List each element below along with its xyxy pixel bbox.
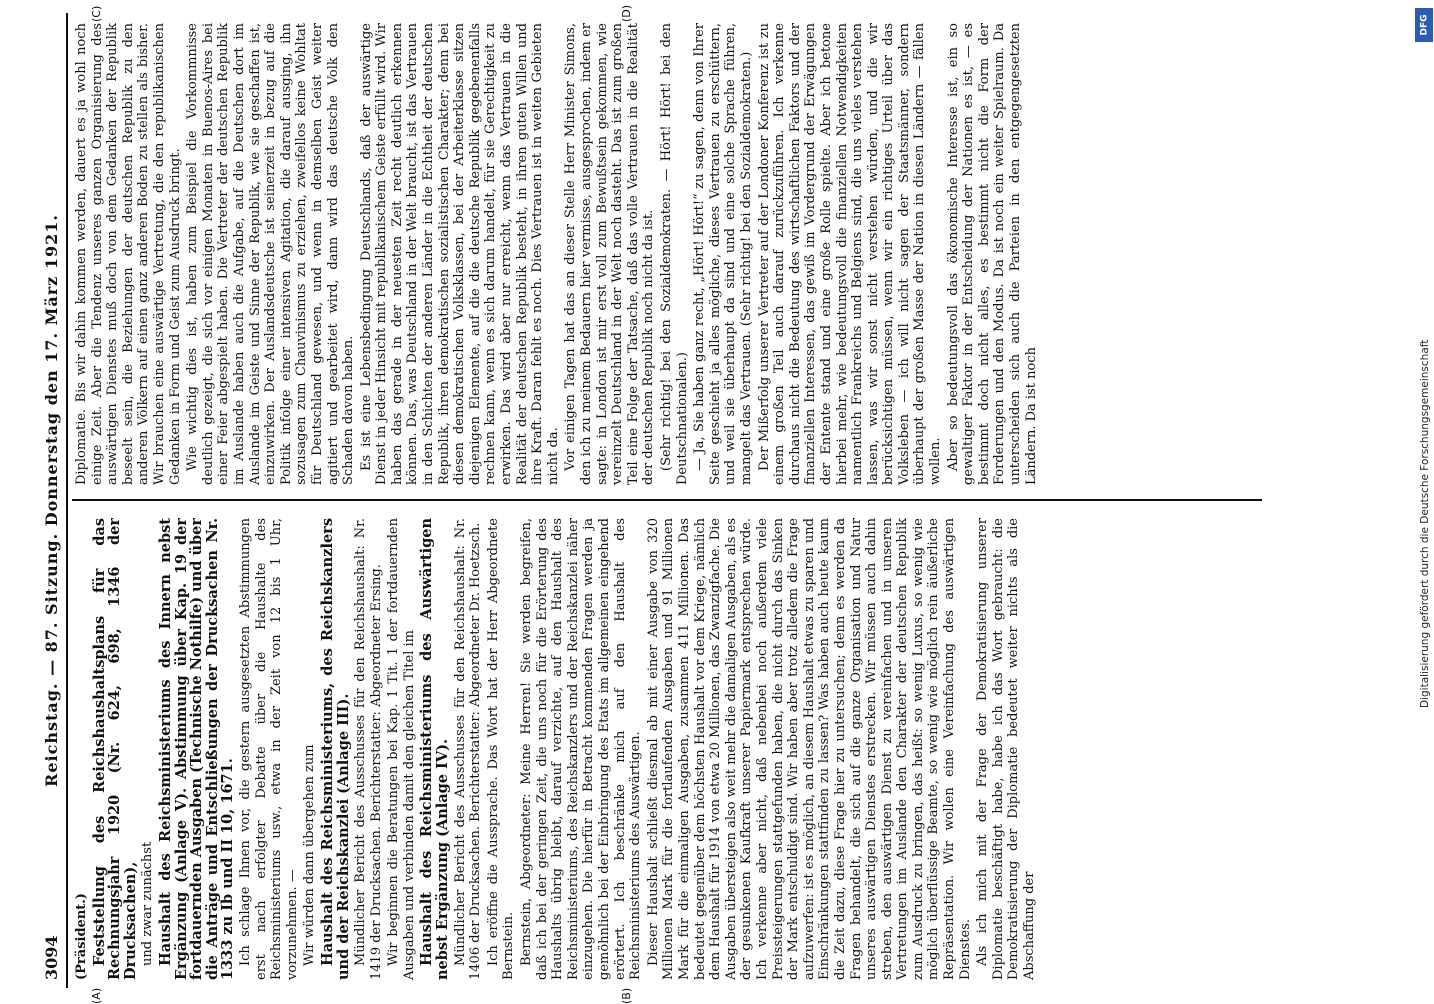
paragraph: — Ja, Sie haben ganz recht, „Hört! Hört!“ zu sagen, denn von Ihrer Seite geschieht ja alles mögliche, dieses Vertrauen zu erschüttern, und weil sie überhaupt da sind und eine solche Sprache führen, mangelt das Vertrauen. (Sehr richtig! bei den Sozialdemokraten.) <box>692 23 754 485</box>
paragraph: Als ich mich mit der Frage der Demokratisierung unserer Diplomatie beschäftigt habe, habe ich das Wort gebraucht: die Demokratisierung der Diplomatie bedeutet weiter nichts als die Abschaffung der <box>975 518 1038 980</box>
paragraph: Bernstein, Abgeordneter: Meine Herren! Sie werden begreifen, daß ich bei der geringen Zeit, die uns noch für die Erörterung des Haushalts übrig bleibt, darauf verzichte, auf den Haushalt des Reichsministeriums, des Reichskanzlers und der Reichskanzlei näher einzugehen. Die hierfür in Betracht kommenden Fragen werden ja gemöhnlich bei der Einbringung des Etats im allgemeinen eingehend erörtert. Ich beschränke mich auf den Haushalt des Reichsministeriums des Auswärtigen. <box>519 518 644 980</box>
paragraph: Wir beginnen die Beratungen bei Kap. 1 Tit. 1 der fortdauernden Ausgaben und verbinden damit den gleichen Titel im <box>386 518 417 980</box>
paragraph: Dieser Haushalt schließt diesmal ab mit einer Ausgabe von 320 Millionen Mark für die fortlaufenden Ausgaben und 91 Millionen Mark für die einmaligen Ausgaben, zusammen 411 Millionen. Das bedeutet gegenüber dem höchsten Haushalt vor dem Kriege, nämlich dem Haushalt für 1914 von etwa 20 Millionen, das Zwanzigfache. Die Ausgaben übersteigen also weit mehr die damaligen Ausgaben, als es der gesunkenen Kaufkraft unserer Papiermark entsprechen würde. Ich verkenne aber nicht, daß nebenbei noch außerdem viele Preissteigerungen stattgefunden haben, die nicht durch das Sinken der Mark entschuldigt sind. Wir haben aber trotz alledem die Frage aufzuwerfen: ist es möglich, an diesem Haushalt etwas zu sparen und Einschränkungen stattfinden zu lassen? Was haben auch heute kaum die Zeit dazu, diese Frage hier zu untersuchen; denn es werden da Fragen behandelt, die sich auf die ganze Organisation und Natur unseres auswärtigen Dienstes erstrecken. Wir müssen auch dahin streben, den auswärtigen Dienst zu vereinfachen und in unseren Vertretungen im Auslande den Charakter der deutschen Republik zum Ausdruck zu bringen, das heißt: so wenig Luxus, so wenig wie möglich überflüssige Beamte, so wenig wie möglich rein äußerliche Repräsentation. Wir wollen eine Vereinfachung des auswärtigen Dienstes. <box>645 518 973 980</box>
margin-marker-d: (D) <box>620 4 633 22</box>
paragraph: Mündlicher Bericht des Ausschusses für den Reichshaushalt: Nr. 1419 der Drucksachen. Berichterstatter: Abgeordneter Ersing. <box>353 518 384 980</box>
paragraph: Haushalt des Reichsministeriums des Innern nebst Ergänzung (Anlage V). Abstimmung über Kap. 19 der fortdauernden Ausgaben (Technische Nothilfe) und über die Anträge und Entschließungen der Drucksachen Nr. 1333 zu Ib und II 10, 1671. <box>156 518 237 980</box>
paragraph: Feststellung des Reichshaushaltsplans für das Rechnungsjahr 1920 (Nr. 624, 698, 1346 der Drucksachen), <box>90 518 139 980</box>
dfg-logo-text: DFG <box>1419 14 1430 36</box>
paragraph: und zwar zunächst <box>140 841 156 966</box>
page-title: Reichstag. — 87. Sitzung. Donnerstag den 17. März 1921. <box>42 214 61 787</box>
page-number: 3094 <box>42 935 61 980</box>
credit-text: Digitalisierung gefördert durch die Deutsche Forschungsgemeinschaft <box>1419 339 1431 708</box>
paragraph: (Präsident.) <box>74 893 89 980</box>
page-header <box>40 13 68 988</box>
paragraph: Diplomatie. Bis wir dahin kommen werden, dauert es ja wohl noch einige Zeit. Aber die Tendenz unseres ganzen Organisierung des auswärtigen Dienstes muß doch von dem Gedanken der Republik beseelt sein, die Beziehungen der deutschen Republik zu den anderen Völkern auf einen ganz anderen Boden zu stellen als bisher. Wir brauchen eine auswärtige Vertretung, die den republikanischen Gedanken in Form und Geist zum Ausdruck bringt. <box>74 23 183 485</box>
paragraph: Wir würden dann übergehen zum <box>302 744 318 966</box>
column-divider <box>72 499 1262 501</box>
margin-marker-b: (B) <box>620 987 633 1004</box>
margin-marker-a: (A) <box>90 987 103 1004</box>
paragraph: Mündlicher Bericht des Ausschusses für den Reichshaushalt: Nr. 1406 der Drucksachen. Berichterstatter: Abgeordneter Dr. Hoetzsch. <box>452 518 484 980</box>
document-page <box>20 4 1420 1004</box>
left-column <box>74 518 1254 980</box>
digitization-credit <box>1419 8 1429 993</box>
paragraph: Ich eröffne die Aussprache. Das Wort hat der Herr Abgeordnete Bernstein. <box>485 518 517 980</box>
paragraph: Es ist eine Lebensbedingung Deutschlands, daß der auswärtige Dienst in jeder Hinsicht mit republikanischem Geiste erfüllt wird. Wir haben das gerade in der neuesten Zeit recht deutlich erkennen können. Das, was Deutschland in der Welt braucht, ist das Vertrauen in den Schichten der anderen Länder in die Echtheit der deutschen Republik, ihren demokratischen sozialistischen Charakter; denn bei diesen demokratischen Volksklassen, bei der Arbeiterklasse sitzen diejenigen Elemente, auf die die deutsche Republik gegebenenfalls rechnen kann, wenn es sich darum handelt, für sie Gerechtigkeit zu erwirken. Das wird aber nur erreicht, wenn das Vertrauen in die Realität der deutschen Republik besteht, in ihren guten Willen und ihre Kraft. Daran fehlt es noch. Dies Vertrauen ist in weiten Gebieten nicht da. <box>358 23 561 485</box>
paragraph: Ich schlage Ihnen vor, die gestern ausgesetzten Abstimmungen erst nach erfolgter Debatte über die Haushalte des Reichsministeriums usw., etwa in der Zeit von 12 bis 1 Uhr, vorzunehmen. — <box>237 518 300 980</box>
paragraph: Aber so bedeutungsvoll das ökonomische Interesse ist, ein so gewaltiger Faktor in der Entscheidung der Nationen es ist, — es bestimmt doch nicht alles, es bestimmt nicht die Form der Forderungen und den Modus. Da ist noch ein weiter Spielraum. Da unterscheiden sich auch die Parteien in den entgegengesetzten Ländern. Da ist noch <box>945 23 1039 485</box>
paragraph: Wie wichtig dies ist, haben zum Beispiel die Vorkommnisse deutlich gezeigt, die sich vor einigen Monaten in Buenos-Aires bei einer Feier abgespielt haben. Die Vertreter der deutschen Republik im Auslande haben auch die Aufgabe, auf die Deutschen dort im Auslande im Geiste und Sinne der Republik, wie sie geschaffen ist, einzuwirken. Der Auslandsdeutsche ist seinerzeit in bezug auf die Politik infolge einer intensiven Agitation, die darauf ausging, ihn sozusagen zum Chauvinismus zu erziehen, zweifellos keine Wohltat für Deutschland gewesen, und wenn in demselben Geist weiter agitiert und gearbeitet wird, dann wird das deutsche Volk den Schaden davon haben. <box>185 23 357 485</box>
paragraph: (Sehr richtig! bei den Sozialdemokraten. — Hört! Hört! bei den Deutschnationalen.) <box>658 23 690 485</box>
paragraph: Vor einigen Tagen hat das an dieser Stelle Herr Minister Simons, den ich zu meinem Bedauern hier vermisse, ausgesprochen, indem er sagte: in London ist mir erst voll zum Bewußtsein gekommen, wie vereinzelt Deutschland in der Welt noch dasteht. Das ist zum großen Teil eine Folge der Tatsache, daß das volle Vertrauen in die Realität der deutschen Republik noch nicht da ist. <box>563 23 657 485</box>
right-column <box>74 23 1254 485</box>
margin-marker-c: (C) <box>90 5 103 22</box>
paragraph: Der Mißerfolg unserer Vertreter auf der Londoner Konferenz ist zu einem großen Teil auch darauf zurückzuführen. Ich verkenne durchaus nicht die Bedeutung des wirtschaftlichen Faktors und der finanziellen Interessen, das gewiß im Vordergrund der Erwägungen der Entente stand und eine große Rolle spielte. Aber ich betone hierbei mehr, wie bedeutungsvoll die finanziellen Notwendigkeiten namentlich Frankreichs und Belgiens sind, die uns vieles verstehen lassen, was wir sonst nicht verstehen würden, und die wir berücksichtigen müssen, wenn wir ein richtiges Urteil über das Volksleben — ich will nicht sagen der Staatsmänner, sondern überhaupt der großen Masse der Nation in diesen Ländern — fällen wollen. <box>756 23 944 485</box>
paragraph: Haushalt des Reichsministeriums des Auswärtigen nebst Ergänzung (Anlage IV). <box>418 518 452 980</box>
paragraph: Haushalt des Reichsministeriums, des Reichskanzlers und der Reichskanzlei (Anlage III). <box>318 518 352 980</box>
